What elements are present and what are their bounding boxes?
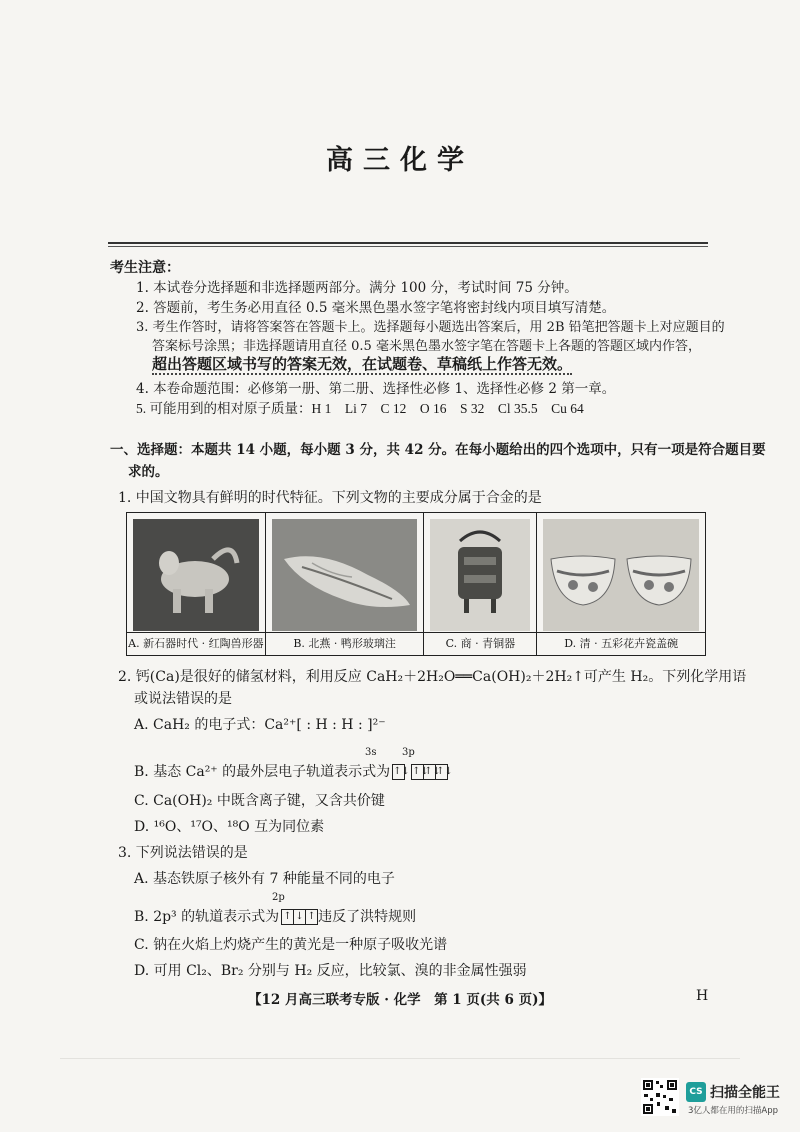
q3-option-b-suffix: 违反了洪特规则 <box>318 909 417 925</box>
q3-stem: 3. 下列说法错误的是 <box>118 845 248 861</box>
page-footer: 【12 月高三联考专版 · 化学 第 1 页(共 6 页)】 <box>248 992 552 1008</box>
q3-option-c: C. 钠在火焰上灼烧产生的黄光是一种原子吸收光谱 <box>134 937 448 953</box>
notice-item-3-cont: 答案标号涂黑；非选择题请用直径 0.5 毫米黑色墨水签字笔在答题卡上各题的答题区域内作答， <box>152 339 701 354</box>
q1-option-b-caption: B. 北燕 · 鸭形玻璃注 <box>266 632 424 655</box>
qr-code-icon <box>641 1078 679 1116</box>
scan-divider <box>60 1058 740 1059</box>
q3-option-a: A. 基态铁原子核外有 7 种能量不同的电子 <box>134 871 395 887</box>
q1-option-d-caption: D. 清 · 五彩花卉瓷盖碗 <box>537 632 705 655</box>
q3-option-b-text: B. 2p³ 的轨道表示式为 <box>134 909 280 925</box>
q2-option-a: A. CaH₂ 的电子式：Ca²⁺[ : H : H : ]²⁻ <box>134 717 386 733</box>
q2-option-c: C. Ca(OH)₂ 中既含离子键，又含共价键 <box>134 793 385 809</box>
q1-option-d <box>537 513 705 655</box>
footer-mark: H <box>696 988 709 1004</box>
porcelain-bowls-image <box>543 519 699 631</box>
glass-duck-vessel-image <box>272 519 418 631</box>
title-divider-thin <box>108 246 708 247</box>
section-heading: 一、选择题：本题共 14 小题，每小题 3 分，共 42 分。在每小题给出的四个选项中，只有一项是符合题目要 <box>110 442 766 458</box>
notice-item-1: 1. 本试卷分选择题和非选择题两部分。满分 100 分，考试时间 75 分钟。 <box>136 280 578 296</box>
bronze-vessel-image <box>430 519 530 631</box>
q3-option-d: D. 可用 Cl₂、Br₂ 分别与 H₂ 反应，比较氯、溴的非金属性强弱 <box>134 963 527 979</box>
camscanner-name: 扫描全能王 <box>710 1085 780 1101</box>
q2-3p-orbital: ↑↓ ↑↓ ↑↓ <box>411 764 448 780</box>
q2-3s-orbital: ↑↓ <box>392 764 405 780</box>
title-divider <box>108 242 708 244</box>
q2-option-b-text: B. 基态 Ca²⁺ 的最外层电子轨道表示式为 <box>134 764 391 780</box>
q1-stem: 1. 中国文物具有鲜明的时代特征。下列文物的主要成分属于合金的是 <box>118 490 542 506</box>
q2-3s-label: 3s <box>365 747 377 758</box>
q1-option-a-caption: A. 新石器时代 · 红陶兽形器 <box>127 632 265 655</box>
q1-option-b <box>266 513 425 655</box>
q1-option-c <box>424 513 537 655</box>
q3-2p-label: 2p <box>272 892 285 903</box>
q1-artifact-table <box>126 512 706 656</box>
q3-option-b <box>134 906 416 926</box>
q2-stem-cont: 或说法错误的是 <box>134 691 232 707</box>
camscanner-logo: CS <box>686 1082 706 1102</box>
notice-heading: 考生注意： <box>110 260 180 276</box>
notice-item-3: 3. 考生作答时，请将答案答在答题卡上。选择题每小题选出答案后，用 2B 铅笔把答题卡上对应题目的 <box>136 320 725 335</box>
q1-option-a <box>127 513 266 655</box>
q2-stem: 2. 钙(Ca)是很好的储氢材料，利用反应 CaH₂＋2H₂O══Ca(OH)₂＋2H₂↑可产生 H₂。下列化学用语 <box>118 669 747 685</box>
notice-item-4: 4. 本卷命题范围：必修第一册、第二册、选择性必修 1、选择性必修 2 第一章。 <box>136 381 616 397</box>
section-heading-cont: 求的。 <box>128 464 169 480</box>
q2-3p-label: 3p <box>402 747 415 758</box>
q2-option-d: D. ¹⁶O、¹⁷O、¹⁸O 互为同位素 <box>134 819 325 835</box>
notice-item-3-warning: 超出答题区域书写的答案无效，在试题卷、草稿纸上作答无效。 <box>152 355 573 373</box>
notice-item-5: 5. 可能用到的相对原子质量：H 1 Li 7 C 12 O 16 S 32 Cl 35.5 Cu 64 <box>136 401 584 416</box>
camscanner-tagline: 3亿人都在用的扫描App <box>688 1106 779 1116</box>
q1-option-c-caption: C. 商 · 青铜器 <box>424 632 536 655</box>
page-title: 高三化学 <box>326 145 474 176</box>
q3-2p-orbital: ↑ ↓ ↑ <box>281 909 318 925</box>
q2-option-b <box>134 761 453 781</box>
pottery-animal-image <box>133 519 259 631</box>
notice-item-2: 2. 答题前，考生务必用直径 0.5 毫米黑色墨水签字笔将密封线内项目填写清楚。 <box>136 300 616 316</box>
